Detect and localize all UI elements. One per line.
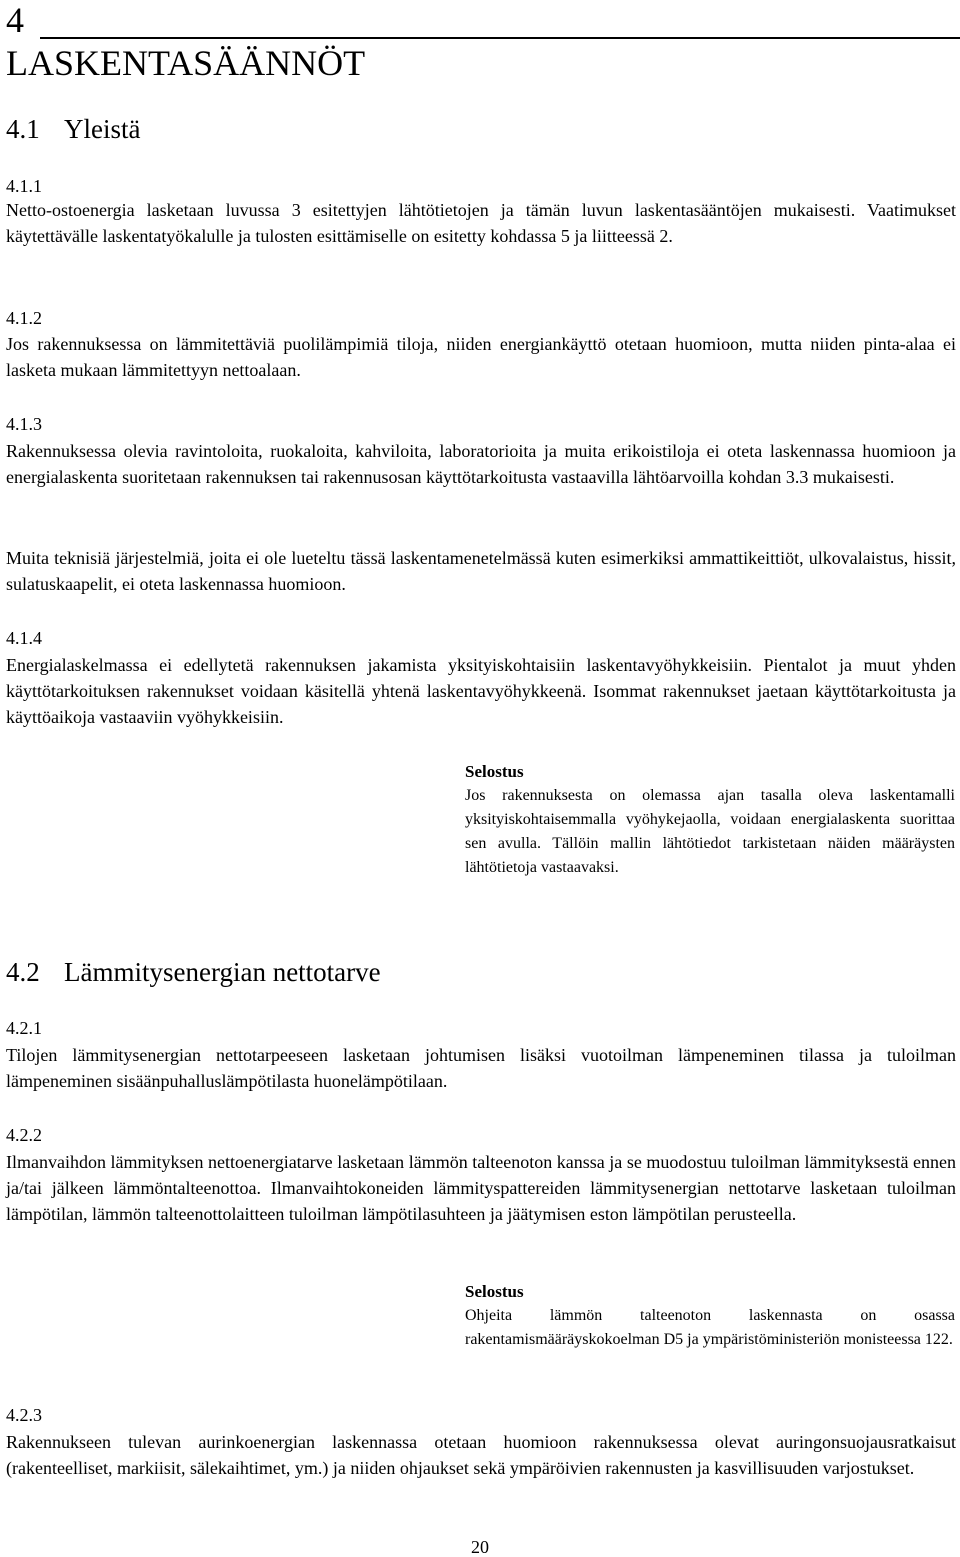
note-heading: Selostus	[465, 1282, 524, 1301]
section-heading-4-2	[6, 956, 381, 988]
paragraph-number-4-1-1: 4.1.1	[6, 176, 42, 196]
explanation-note-4-1	[465, 760, 955, 880]
paragraph-4-1-1: Netto-ostoenergia lasketaan luvussa 3 esitettyjen lähtötietojen ja tämän luvun laskentasääntöjen mukaisesti. Vaatimukset käytettävälle laskentatyökalulle ja tulosten esittämiselle on esitetty kohdassa 5 ja liitteessä 2.	[6, 200, 956, 246]
paragraph-4-1-3-continued: Muita teknisiä järjestelmiä, joita ei ole lueteltu tässä laskentamenetelmässä kuten esimerkiksi ammattikeittiöt, ulkovalaistus, hissit, sulatuskaapelit, ei oteta laskennassa huomioon.	[6, 548, 956, 594]
section-number: 4.2	[6, 957, 40, 987]
paragraph-4-2-1: Tilojen lämmitysenergian nettotarpeeseen lasketaan johtumisen lisäksi vuotoilman lämpeneminen tilassa ja tuloilman lämpeneminen sisäänpuhalluslämpötilasta huonelämpötilaan.	[6, 1045, 956, 1091]
section-title: Yleistä	[64, 114, 141, 144]
note-heading: Selostus	[465, 762, 524, 781]
paragraph-4-1-4: Energialaskelmassa ei edellytetä rakennuksen jakamista yksityiskohtaisiin laskentavyöhykkeisiin. Pientalot ja muut yhden käyttötarkoituksen rakennukset voidaan käsitellä yhtenä laskentavyöhykkeenä. Isommat rakennukset jaetaan käyttötarkoitusta ja käyttöaikoja vastaaviin vyöhykkeisiin.	[6, 655, 956, 727]
paragraph-4-1-3: Rakennuksessa olevia ravintoloita, ruokaloita, kahviloita, laboratorioita ja muita erikoistiloja ei oteta laskennassa huomioon ja energialaskenta suoritetaan rakennuksen tai rakennusosan käyttötarkoitusta vastaavilla lähtöarvoilla kohdan 3.3 mukaisesti.	[6, 441, 956, 487]
section-title: Lämmitysenergian nettotarve	[64, 957, 381, 987]
section-heading-4-1	[6, 113, 140, 145]
paragraph-4-2-3: Rakennukseen tulevan aurinkoenergian laskennassa otetaan huomioon rakennuksessa olevat auringonsuojausratkaisut (rakenteelliset, markiisit, sälekaihtimet, ym.) ja niiden ohjaukset sekä ympäröivien rakennusten ja kasvillisuuden varjostukset.	[6, 1432, 956, 1478]
chapter-rule	[40, 37, 960, 39]
chapter-number: 4	[6, 0, 24, 40]
explanation-note-4-2	[465, 1280, 955, 1352]
paragraph-number-4-2-1: 4.2.1	[6, 1018, 42, 1038]
paragraph-number-4-1-3: 4.1.3	[6, 414, 42, 434]
paragraph-number-4-1-4: 4.1.4	[6, 628, 42, 648]
paragraph-4-1-2: Jos rakennuksessa on lämmitettäviä puolilämpimiä tiloja, niiden energiankäyttö otetaan huomioon, mutta niiden pinta-alaa ei lasketa mukaan lämmitettyyn nettoalaan.	[6, 334, 956, 380]
paragraph-number-4-2-3: 4.2.3	[6, 1405, 42, 1425]
section-number: 4.1	[6, 114, 40, 144]
paragraph-number-4-2-2: 4.2.2	[6, 1125, 42, 1145]
page-number: 20	[471, 1537, 489, 1557]
chapter-title: LASKENTASÄÄNNÖT	[6, 43, 366, 83]
note-text: Ohjeita lämmön talteenoton laskennasta on osassa rakentamismääräyskokoelman D5 ja ympäristöministeriön monisteessa 122.	[465, 1307, 955, 1348]
note-text: Jos rakennuksesta on olemassa ajan tasalla oleva laskentamalli yksityiskohtaisemmalla vyöhykejaolla, voidaan energialaskenta suorittaa sen avulla. Tällöin mallin lähtötiedot tarkistetaan näiden määräysten lähtötietoja vastaavaksi.	[465, 787, 955, 876]
paragraph-4-2-2: Ilmanvaihdon lämmityksen nettoenergiatarve lasketaan lämmön talteenoton kanssa ja se muodostuu tuloilman lämmityksestä ennen ja/tai jälkeen lämmöntalteenottoa. Ilmanvaihtokoneiden lämmityspattereiden lämmitysenergian nettotarve lasketaan tuloilman lämpötilan, lämmön talteenottolaitteen tuloilman lämpötilasuhteen ja jäätymisen eston lämpötilan perusteella.	[6, 1152, 956, 1224]
paragraph-number-4-1-2: 4.1.2	[6, 308, 42, 328]
